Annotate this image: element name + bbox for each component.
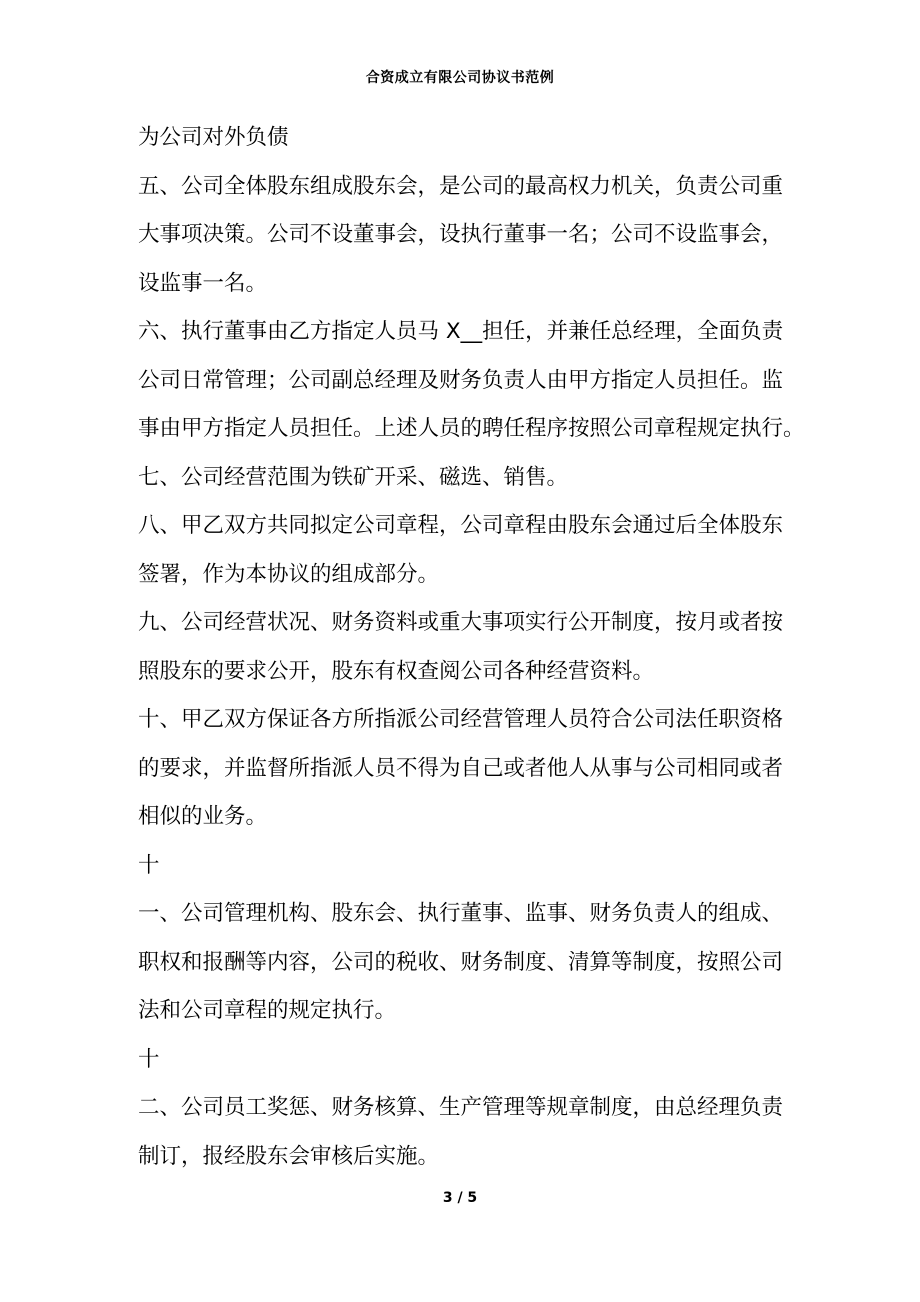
page-number: 3 / 5	[442, 1190, 478, 1206]
text-line: 相似的业务。	[138, 804, 268, 829]
text-line: 十	[138, 852, 160, 878]
text-line: 职权和报酬等内容，公司的税收、财务制度、清算等制度，按照公司	[138, 949, 784, 975]
text-line: 六、执行董事由乙方指定人员马 X__担任，并兼任总经理，全面负责	[138, 319, 784, 344]
text-line: 法和公司章程的规定执行。	[138, 998, 397, 1023]
text-line: 的要求，并监督所指派人员不得为自己或者他人从事与公司相同或者	[138, 755, 784, 781]
text-line: 二、公司员工奖惩、财务核算、生产管理等规章制度，由总经理负责	[138, 1095, 784, 1120]
text-line: 公司日常管理；公司副总经理及财务负责人由甲方指定人员担任。监	[138, 367, 784, 393]
text-line: 事由甲方指定人员担任。上述人员的聘任程序按照公司章程规定执行。	[138, 416, 805, 441]
text-line: 制订，报经股东会审核后实施。	[138, 1143, 440, 1169]
document-body	[138, 114, 805, 1181]
text-line: 七、公司经营范围为铁矿开采、磁选、销售。	[138, 464, 569, 490]
text-line: 九、公司经营状况、财务资料或重大事项实行公开制度，按月或者按	[138, 610, 784, 635]
text-line: 十	[138, 1046, 160, 1072]
text-line: 为公司对外负债	[138, 125, 289, 150]
text-line: 签署，作为本协议的组成部分。	[138, 561, 440, 587]
page-header-title: 合资成立有限公司协议书范例	[365, 70, 555, 86]
text-line: 设监事一名。	[138, 270, 268, 296]
text-line: 五、公司全体股东组成股东会，是公司的最高权力机关，负责公司重	[138, 173, 784, 199]
text-line: 照股东的要求公开，股东有权查阅公司各种经营资料。	[138, 658, 655, 684]
text-line: 八、甲乙双方共同拟定公司章程，公司章程由股东会通过后全体股东	[138, 513, 784, 538]
text-line: 大事项决策。公司不设董事会，设执行董事一名；公司不设监事会，	[138, 222, 784, 247]
text-line: 一、公司管理机构、股东会、执行董事、监事、财务负责人的组成、	[138, 901, 784, 926]
text-line: 十、甲乙双方保证各方所指派公司经营管理人员符合公司法任职资格	[138, 707, 784, 732]
